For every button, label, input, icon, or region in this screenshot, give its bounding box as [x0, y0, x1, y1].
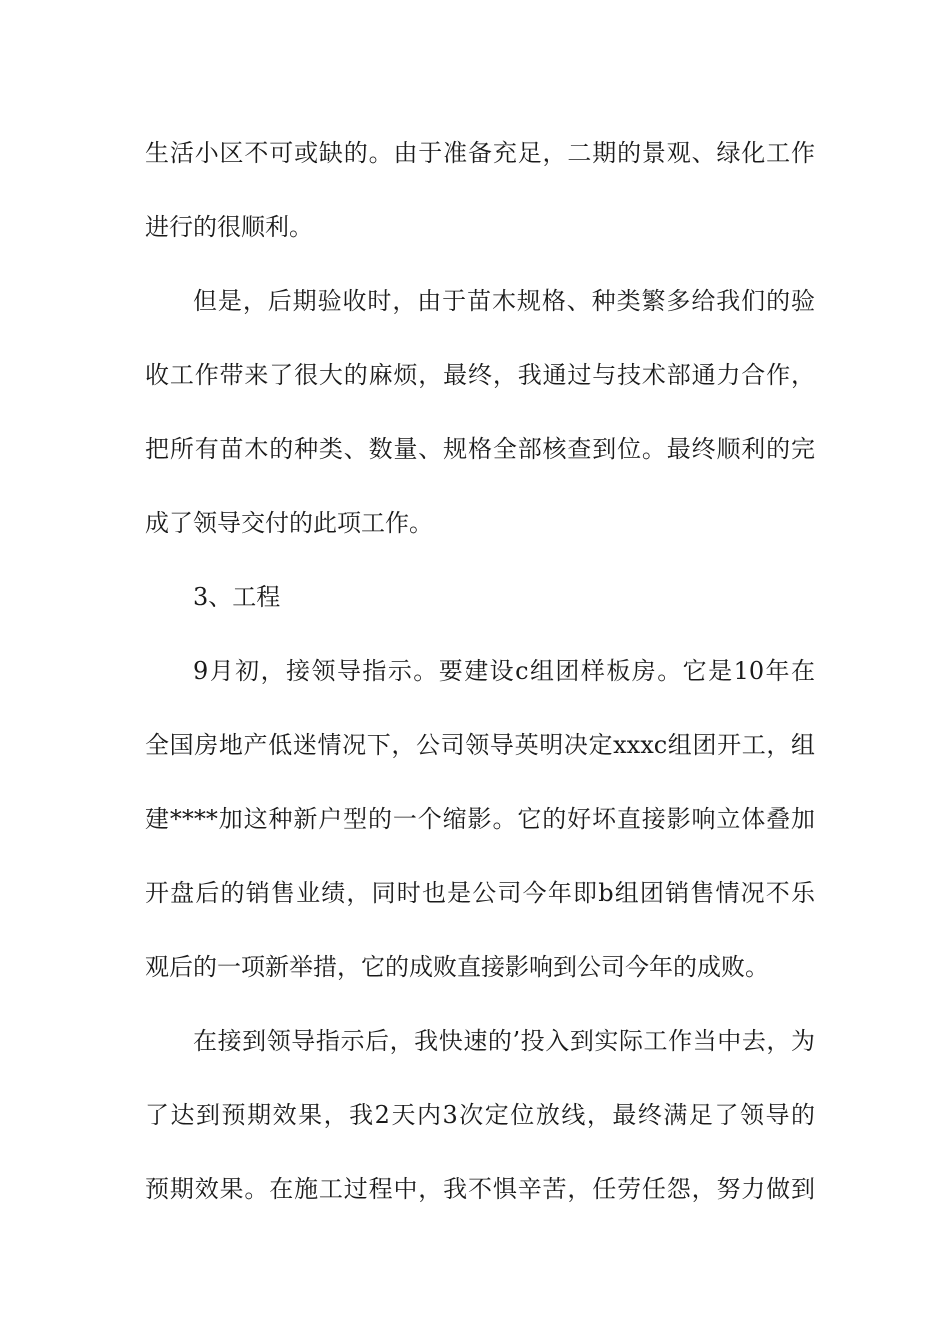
- body-text-line: 了达到预期效果，我2天内3次定位放线，最终满足了领导的: [145, 1101, 815, 1129]
- body-text-line: 进行的很顺利。: [145, 213, 313, 241]
- paragraph-first-line: 但是，后期验收时，由于苗木规格、种类繁多给我们的验: [193, 287, 815, 315]
- body-text-line: 成了领导交付的此项工作。: [145, 509, 433, 537]
- paragraph-first-line: 在接到领导指示后，我快速的’投入到实际工作当中去，为: [193, 1027, 815, 1055]
- body-text-line: 开盘后的销售业绩，同时也是公司今年即b组团销售情况不乐: [145, 879, 815, 907]
- paragraph-first-line: 9月初，接领导指示。要建设c组团样板房。它是10年在: [193, 657, 815, 685]
- body-text-line: 生活小区不可或缺的。由于准备充足，二期的景观、绿化工作: [145, 139, 815, 167]
- body-text-line: 观后的一项新举措，它的成败直接影响到公司今年的成败。: [145, 953, 769, 981]
- body-text-line: 把所有苗木的种类、数量、规格全部核查到位。最终顺利的完: [145, 435, 815, 463]
- body-text-line: 全国房地产低迷情况下，公司领导英明决定xxxc组团开工，组: [145, 731, 815, 759]
- body-text-line: 建****加这种新户型的一个缩影。它的好坏直接影响立体叠加: [145, 805, 815, 833]
- body-text-line: 预期效果。在施工过程中，我不惧辛苦，任劳任怨，努力做到: [145, 1175, 815, 1203]
- body-text-line: 收工作带来了很大的麻烦，最终，我通过与技术部通力合作，: [145, 361, 815, 389]
- section-heading: 3、工程: [193, 583, 281, 611]
